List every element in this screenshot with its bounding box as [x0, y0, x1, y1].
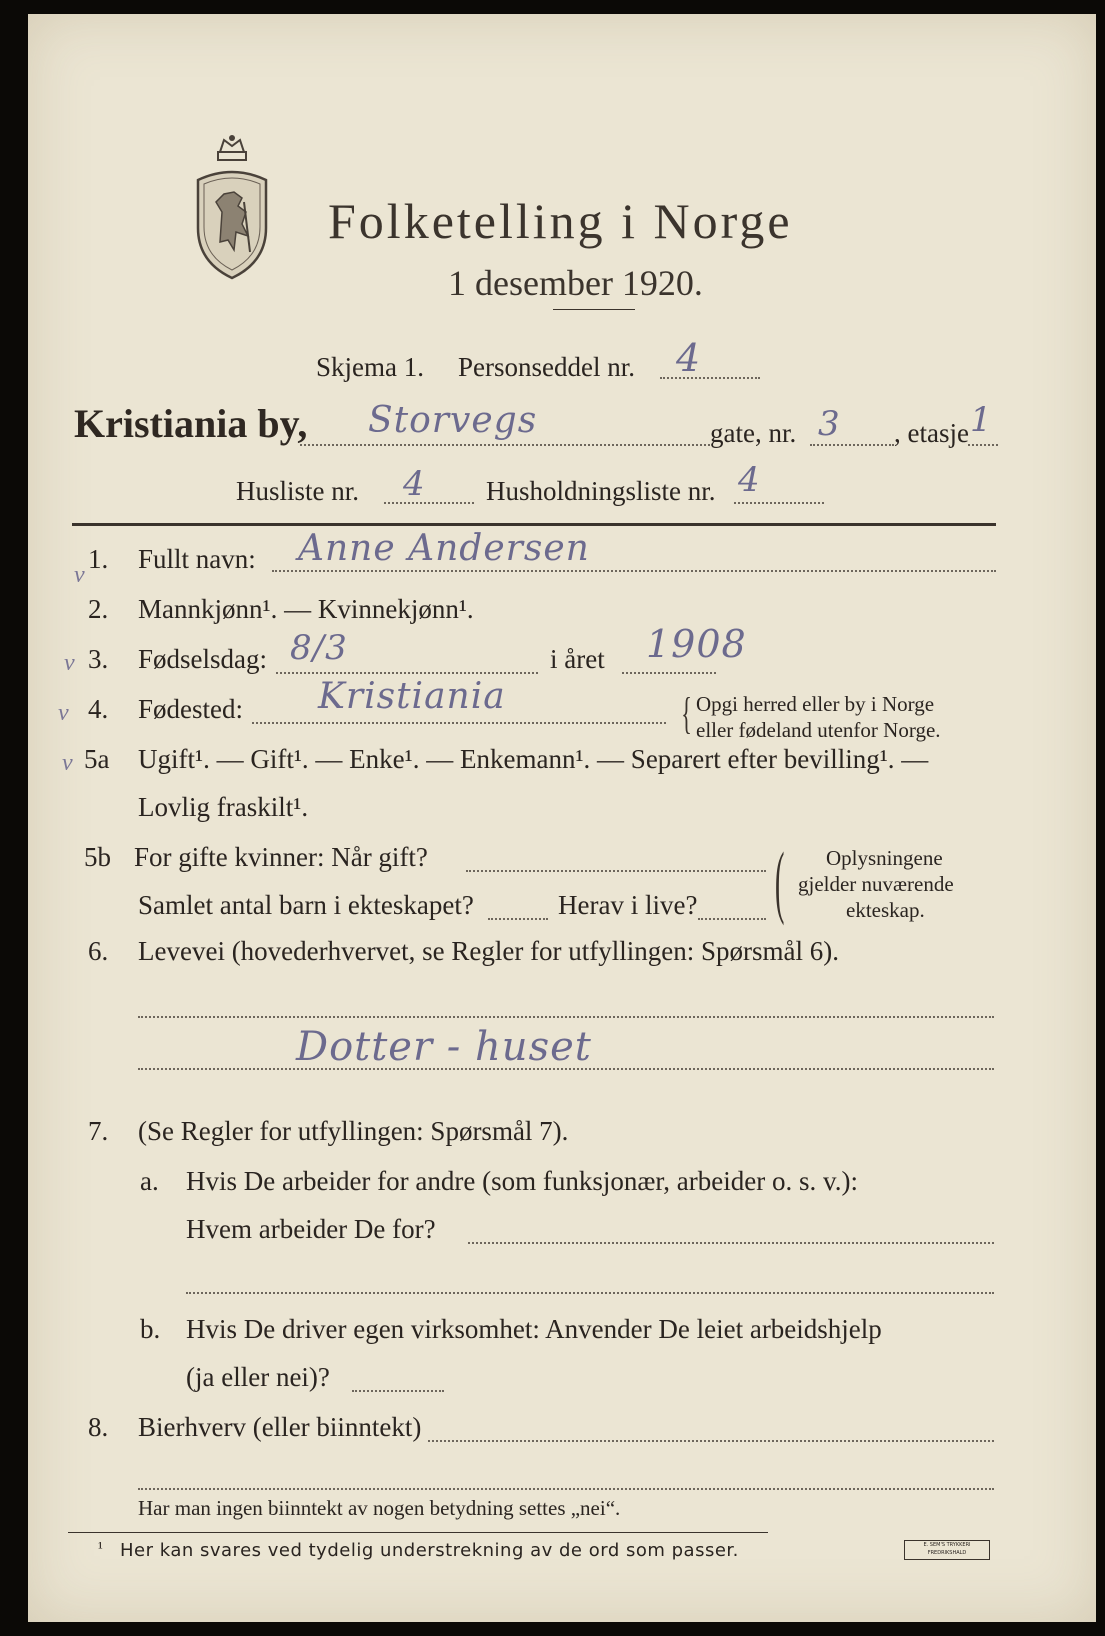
husliste-line [384, 502, 474, 504]
personseddel-line [660, 377, 760, 379]
marriage-note-2: gjelder nuværende [798, 872, 954, 896]
side-income-line-1 [428, 1440, 994, 1442]
q6-label: Levevei (hovederhvervet, se Regler for utfyllingen: Spørsmål 6). [138, 936, 840, 966]
birthplace-note-1: Opgi herred eller by i Norge [696, 692, 935, 716]
personseddel-label: Personseddel nr. [458, 352, 635, 382]
q7a-letter: a. [140, 1166, 159, 1196]
q5a-line2: Lovlig fraskilt¹. [138, 792, 309, 822]
schema-label: Skjema 1. [316, 352, 424, 382]
header-divider [72, 523, 996, 526]
city-label: Kristiania by, [74, 401, 308, 446]
birth-year-value: 1908 [646, 622, 747, 666]
etasje-line [968, 444, 998, 446]
q1-number: 1. [88, 544, 109, 574]
footnote-marker: ¹ [98, 1540, 103, 1557]
birthplace-note-2: eller fødeland utenfor Norge. [696, 718, 941, 742]
children-alive-line [698, 918, 766, 920]
gate-label: gate, nr. [710, 418, 797, 448]
children-count-line [488, 918, 548, 920]
birthplace-value: Kristiania [318, 676, 506, 717]
check-mark: v [62, 750, 73, 776]
year-label: i året [550, 644, 605, 674]
married-date-line [466, 870, 766, 872]
q5a-number: 5a [84, 744, 110, 774]
q5b-label-married: For gifte kvinner: Når gift? [134, 842, 428, 872]
form-title: Folketelling i Norge [328, 193, 793, 249]
census-date: 1 desember 1920. [448, 263, 703, 303]
q7a-line2: Hvem arbeider De for? [186, 1214, 436, 1244]
marriage-note-3: ekteskap. [846, 898, 925, 922]
q2-number: 2. [88, 594, 109, 624]
norway-coat-of-arms-icon [190, 132, 274, 282]
gate-number-line [810, 444, 894, 446]
full-name-value: Anne Andersen [298, 528, 590, 569]
hired-help-line [352, 1390, 444, 1392]
husliste-label: Husliste nr. [236, 476, 360, 506]
title-divider [553, 309, 635, 310]
employer-line-2 [186, 1292, 994, 1294]
q5b-label-alive: Herav i live? [558, 890, 698, 920]
q3-label: Fødselsdag: [138, 644, 268, 674]
q4-label: Fødested: [138, 694, 243, 724]
q7-number: 7. [88, 1116, 109, 1146]
birthday-line [276, 672, 538, 674]
husholdning-label: Husholdningsliste nr. [486, 476, 716, 506]
footnote-text: Her kan svares ved tydelig understrekning av de ord som passer. [120, 1540, 739, 1561]
q5b-label-children: Samlet antal barn i ekteskapet? [138, 890, 474, 920]
footnote-divider [68, 1532, 768, 1533]
birthplace-line [252, 722, 666, 724]
q8-label: Bierhverv (eller biinntekt) [138, 1412, 422, 1442]
check-mark: v [64, 650, 75, 676]
q5b-number: 5b [84, 842, 111, 872]
street-value: Storvegs [368, 400, 538, 441]
q7a-line1: Hvis De arbeider for andre (som funksjonær, arbeider o. s. v.): [186, 1166, 858, 1196]
side-income-line-2 [138, 1488, 994, 1490]
occupation-line-1 [138, 1016, 994, 1018]
occupation-value: Dotter - huset [296, 1024, 592, 1070]
printer-stamp: E. SEM'S TRYKKERI FREDRIKSHALD [904, 1540, 990, 1560]
bracket: ( [774, 835, 785, 926]
q3-number: 3. [88, 644, 109, 674]
bracket: { [681, 689, 692, 738]
q6-number: 6. [88, 936, 109, 966]
census-form-sheet [28, 14, 1096, 1622]
q8-number: 8. [88, 1412, 109, 1442]
full-name-line [272, 570, 996, 572]
q7-label: (Se Regler for utfyllingen: Spørsmål 7). [138, 1116, 569, 1146]
husholdning-line [734, 502, 824, 504]
check-mark: v [74, 562, 85, 588]
gate-number-value: 3 [818, 404, 841, 444]
q2-label: Mannkjønn¹. — Kvinnekjønn¹. [138, 594, 474, 624]
q7b-line2: (ja eller nei)? [186, 1362, 330, 1392]
personseddel-value: 4 [676, 336, 702, 380]
employer-line-1 [468, 1242, 994, 1244]
q7b-letter: b. [140, 1314, 161, 1344]
q7b-line1: Hvis De driver egen virksomhet: Anvender De leiet arbeidshjelp [186, 1314, 882, 1344]
husholdning-value: 4 [738, 460, 761, 500]
birth-year-line [622, 672, 716, 674]
q5a-line1: Ugift¹. — Gift¹. — Enke¹. — Enkemann¹. — Separert efter bevilling¹. — [138, 744, 929, 774]
birthday-value: 8/3 [290, 628, 348, 668]
nei-instruction: Har man ingen biinntekt av nogen betydning settes „nei“. [138, 1496, 621, 1520]
q1-label: Fullt navn: [138, 544, 256, 574]
street-line [300, 444, 710, 446]
husliste-value: 4 [403, 464, 426, 504]
etasje-label: , etasje [894, 418, 969, 448]
check-mark: v [58, 700, 69, 726]
marriage-note-1: Oplysningene [826, 846, 943, 870]
q4-number: 4. [88, 694, 109, 724]
etasje-value: 1 [970, 400, 993, 440]
